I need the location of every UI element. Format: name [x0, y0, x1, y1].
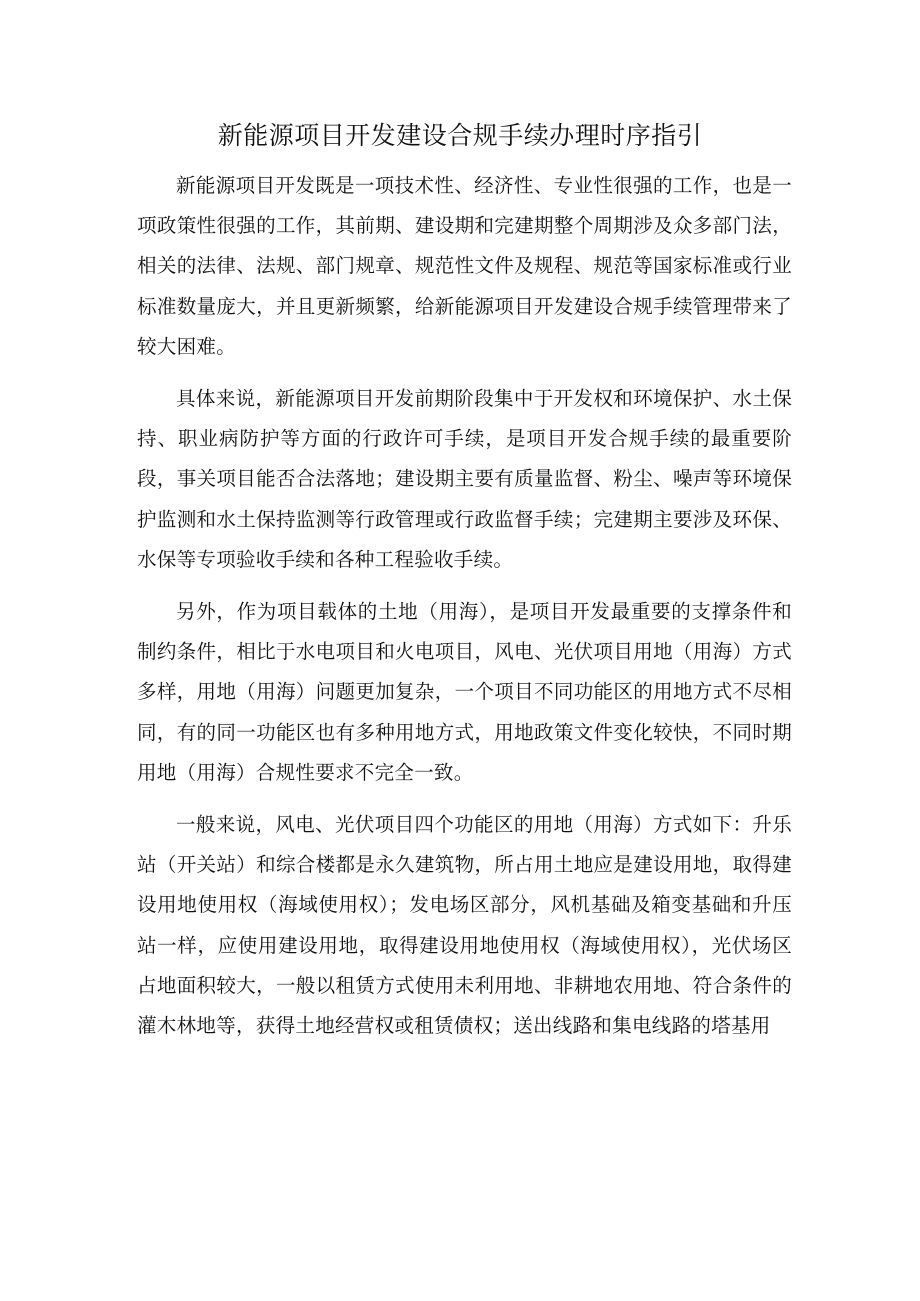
document-title: 新能源项目开发建设合规手续办理时序指引: [217, 121, 703, 150]
paragraph-intro: 新能源项目开发既是一项技术性、经济性、专业性很强的工作，也是一项政策性很强的工作，其前期、建设期和完建期整个周期涉及众多部门法，相关的法律、法规、部门规章、规范性文件及规程、规范等国家标准或行业标准数量庞大，并且更新频繁，给新能源项目开发建设合规手续管理带来了较大困难。: [137, 174, 792, 358]
paragraph-phases: 具体来说，新能源项目开发前期阶段集中于开发权和环境保护、水土保持、职业病防护等方面的行政许可手续，是项目开发合规手续的最重要阶段，事关项目能否合法落地；建设期主要有质量监督、粉尘、噪声等环境保护监测和水土保持监测等行政管理或行政监督手续；完建期主要涉及环保、水保等专项验收手续和各种工程验收手续。: [137, 387, 792, 571]
paragraph-land-methods: 一般来说，风电、光伏项目四个功能区的用地（用海）方式如下：升乐站（开关站）和综合楼都是永久建筑物，所占用土地应是建设用地，取得建设用地使用权（海域使用权）；发电场区部分，风机基础及箱变基础和升压站一样，应使用建设用地，取得建设用地使用权（海域使用权），光伏场区占地面积较大，一般以租赁方式使用未利用地、非耕地农用地、符合条件的灌木林地等，获得土地经营权或租赁债权；送出线路和集电线路的塔基用: [137, 813, 792, 1038]
document-body: [137, 166, 792, 1058]
paragraph-land-use: 另外，作为项目载体的土地（用海），是项目开发最重要的支撑条件和制约条件，相比于水电项目和火电项目，风电、光伏项目用地（用海）方式多样，用地（用海）问题更加复杂，一个项目不同功能区的用地方式不尽相同，有的同一功能区也有多种用地方式，用地政策文件变化较快，不同时期用地（用海）合规性要求不完全一致。: [137, 600, 792, 784]
